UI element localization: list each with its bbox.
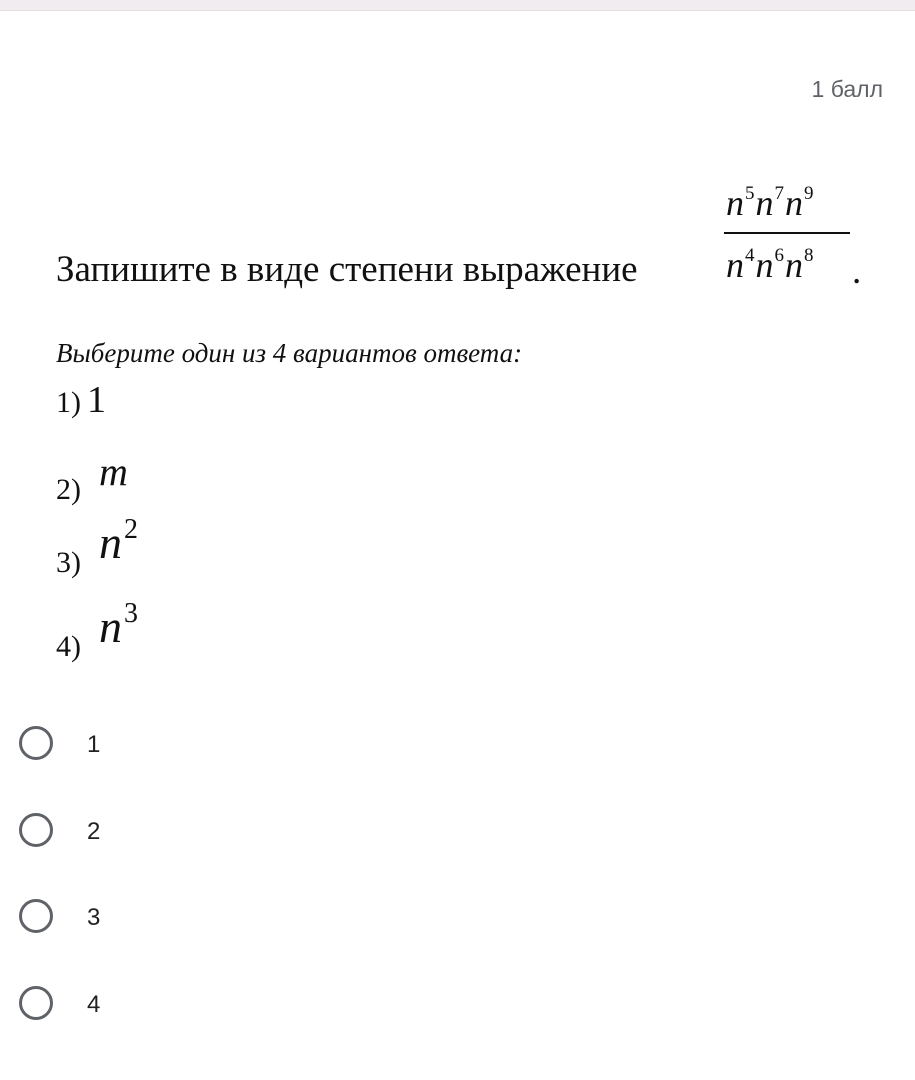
question-text: Запишите в виде степени выражение [56, 249, 638, 290]
choice-label[interactable]: 4 [87, 991, 101, 1018]
denominator-term: $n^4$ [726, 245, 755, 285]
numerator-term: $n^9$ [785, 183, 814, 223]
radio-button[interactable] [19, 726, 53, 760]
choice-2[interactable] [0, 787, 915, 867]
denominator-term: $n^6$ [755, 245, 784, 285]
points-label: 1 балл [811, 76, 883, 102]
option-3 [56, 514, 138, 583]
option-1 [56, 378, 106, 422]
radio-button[interactable] [19, 899, 53, 933]
option-value: 1 [87, 379, 106, 421]
fraction-expression [722, 178, 854, 288]
denominator-term: $n^8$ [785, 245, 814, 285]
choice-label[interactable]: 3 [87, 904, 101, 931]
choice-1[interactable] [0, 700, 915, 780]
option-value: m [99, 449, 128, 494]
numerator-term: $n^5$ [726, 183, 755, 223]
option-value: $n^2$ [99, 514, 138, 568]
radio-button[interactable] [19, 986, 53, 1020]
option-4 [56, 598, 138, 667]
radio-button[interactable] [19, 813, 53, 847]
option-value: $n^3$ [99, 598, 138, 652]
option-2 [56, 449, 128, 509]
choice-label[interactable]: 2 [87, 818, 101, 845]
numerator-term: $n^7$ [755, 183, 784, 223]
choice-3[interactable] [0, 873, 915, 953]
fraction-denominator [726, 244, 815, 286]
choice-label[interactable]: 1 [87, 731, 101, 758]
question-period: . [852, 251, 862, 292]
fraction-numerator [726, 182, 815, 224]
option-number: 4) [56, 630, 81, 663]
option-number: 2) [56, 473, 81, 506]
choice-4[interactable] [0, 960, 915, 1040]
fraction-bar [724, 232, 850, 234]
option-number: 3) [56, 546, 81, 579]
option-number: 1) [56, 386, 81, 419]
instruction-text: Выберите один из 4 вариантов ответа: [56, 338, 523, 368]
